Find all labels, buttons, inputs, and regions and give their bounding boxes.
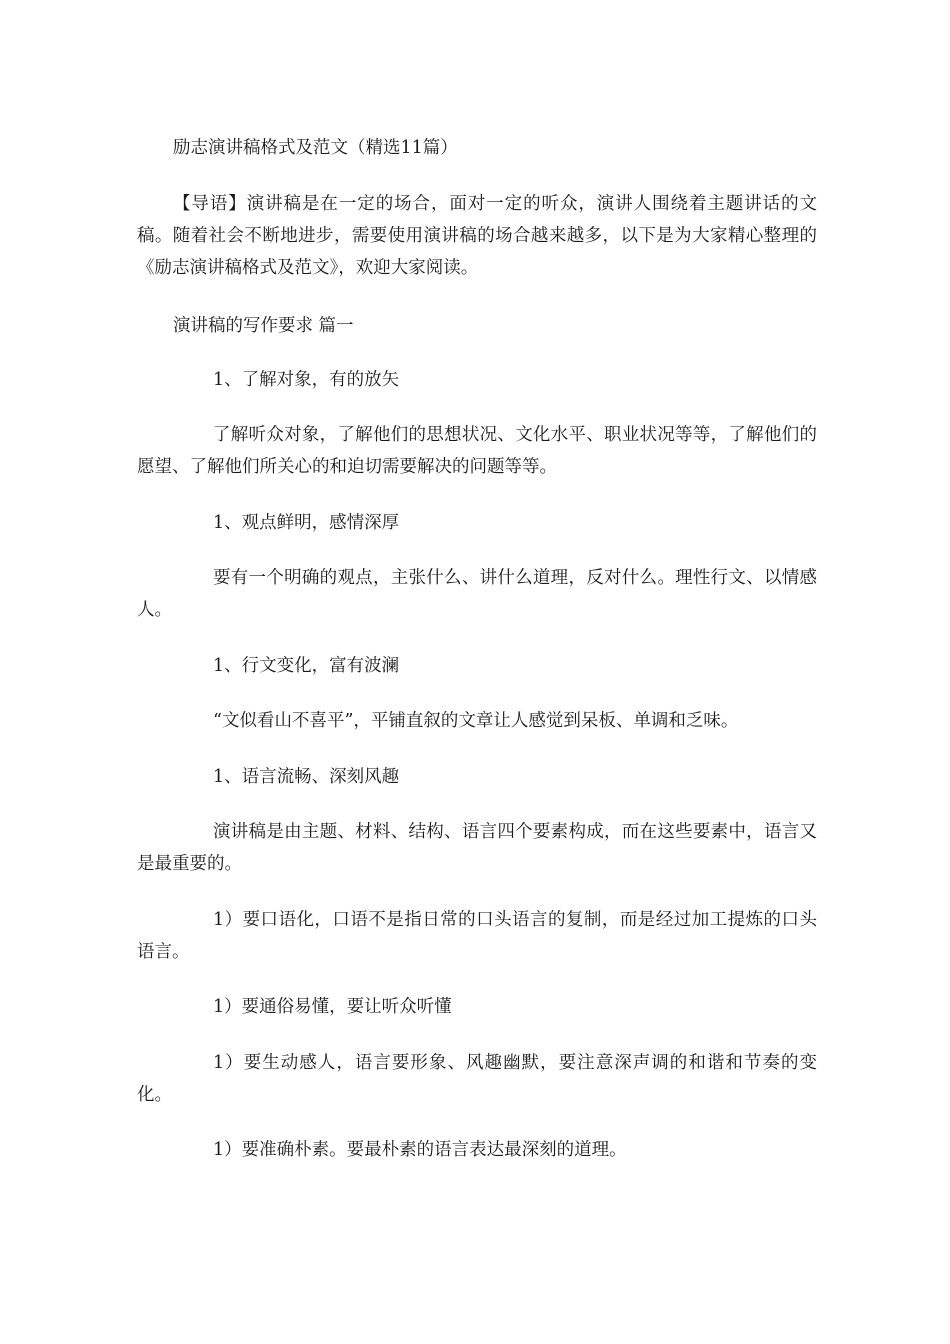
block-paragraph: 要有一个明确的观点，主张什么、讲什么道理，反对什么。理性行文、以情感人。	[137, 568, 817, 620]
list-item: 1）要生动感人，语言要形象、风趣幽默，要注意深声调的和谐和节奏的变化。	[137, 1053, 817, 1105]
section-heading: 演讲稿的写作要求 篇一	[173, 316, 354, 336]
block-heading: 1、了解对象，有的放矢	[213, 370, 400, 390]
list-item: 1）要口语化，口语不是指日常的口头语言的复制，而是经过加工提炼的口头语言。	[137, 910, 817, 962]
block-heading: 1、语言流畅、深刻风趣	[213, 767, 400, 787]
list-item: 1）要通俗易懂，要让听众听懂	[213, 997, 452, 1017]
block-paragraph: 演讲稿是由主题、材料、结构、语言四个要素构成，而在这些要素中，语言又是最重要的。	[137, 822, 817, 874]
intro-paragraph: 【导语】演讲稿是在一定的场合，面对一定的听众，演讲人围绕着主题讲话的文稿。随着社会不断地进步，需要使用演讲稿的场合越来越多，以下是为大家精心整理的《励志演讲稿格式及范文》，欢迎大家阅读。	[137, 194, 817, 278]
block-heading: 1、观点鲜明，感情深厚	[213, 513, 400, 533]
document-title: 励志演讲稿格式及范文（精选11篇）	[173, 138, 458, 158]
block-heading: 1、行文变化，富有波澜	[213, 656, 400, 676]
list-item: 1）要准确朴素。要最朴素的语言表达最深刻的道理。	[213, 1140, 627, 1160]
block-paragraph: 了解听众对象，了解他们的思想状况、文化水平、职业状况等等，了解他们的愿望、了解他们所关心的和迫切需要解决的问题等等。	[137, 425, 817, 477]
block-paragraph: “文似看山不喜平”，平铺直叙的文章让人感觉到呆板、单调和乏味。	[213, 711, 739, 731]
